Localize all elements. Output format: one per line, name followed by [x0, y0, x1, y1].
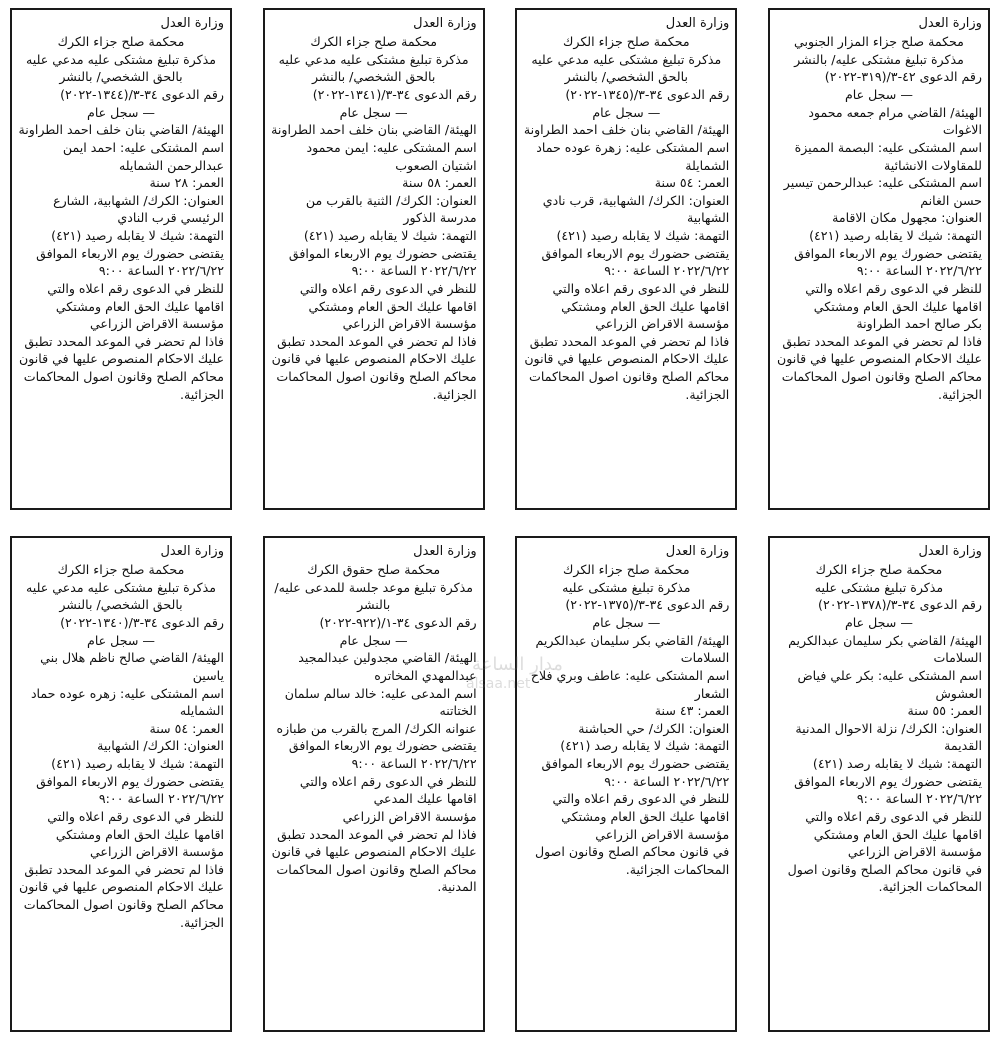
complainant: مؤسسة الاقراض الزراعي [89, 844, 224, 860]
ministry-name: وزارة العدل [160, 16, 224, 31]
court-notice [515, 536, 737, 1032]
case-consideration: للنظر في الدعوى رقم اعلاه والتي اقامها عليك الحق العام ومشتكي [805, 808, 982, 842]
case-consideration: للنظر في الدعوى رقم اعلاه والتي اقامها عليك الحق العام ومشتكي [552, 791, 730, 824]
registry-type: — سجل عام [592, 615, 661, 631]
legal-warning: فاذا لم تحضر في الموعد المحدد تطبق عليك الاحكام المنصوص عليها في قانون محاكم الصلح وقانون اصول المحاكمات الجزائية. [271, 333, 477, 402]
charge: التهمة: شيك لا يقابله رصيد (٤٢١) [51, 228, 224, 244]
defendant-name: اسم المشتكى عليه: عاطف وبري فلاح الشعار [530, 667, 730, 701]
complainant: مؤسسة الاقراض الزراعي [595, 826, 730, 842]
defendant-address: العنوان: الكرك/ الشهابية، قرب نادي الشهابية [542, 192, 730, 226]
judge-panel: الهيئة/ القاضي بكر سليمان عبدالكريم السلامات [535, 632, 730, 666]
ministry-name: وزارة العدل [160, 544, 224, 559]
court-notice [768, 8, 990, 510]
ministry-name: وزارة العدل [918, 16, 982, 31]
defendant-age: العمر: ٥٤ سنة [149, 720, 224, 736]
summons-date: يقتضى حضورك يوم الاربعاء الموافق ٢٠٢٢/٦/٢٢ الساعة ٩:٠٠ [541, 245, 730, 279]
defendant-name: اسم المشتكى عليه: البصمة المميزة للمقاولات الانشائية [794, 139, 982, 173]
summons-date: يقتضى حضورك يوم الاربعاء الموافق ٢٠٢٢/٦/٢٢ الساعة ٩:٠٠ [794, 773, 982, 807]
defendant-name: اسم المدعى عليه: خالد سالم سلمان الختاتنه [284, 685, 477, 719]
charge: التهمة: شيك لا يقابله رصد (٤٢١) [812, 756, 982, 772]
ministry-name: وزارة العدل [918, 544, 982, 559]
complainant: مؤسسة الاقراض الزراعي [342, 808, 477, 824]
case-number: رقم الدعوى ٣٤-٣/(١٣٧٥-٢٠٢٢) [565, 597, 730, 613]
ministry-name: وزارة العدل [665, 16, 730, 31]
court-name: محكمة صلح جزاء الكرك [562, 562, 690, 578]
defendant-age: العمر: ٢٨ سنة [149, 175, 224, 191]
defendant-address: العنوان: مجهول مكان الاقامة [832, 210, 982, 226]
court-name: محكمة صلح جزاء المزار الجنوبي [793, 34, 964, 50]
defendant-address: العنوان: الكرك/ الشهابية [97, 738, 224, 754]
legal-warning: فاذا لم تحضر في الموعد المحدد تطبق عليك الاحكام المنصوص عليها في قانون محاكم الصلح وقانون اصول المحاكمات الجزائية. [524, 333, 730, 402]
judge-panel: الهيئة/ القاضي بنان خلف احمد الطراونة [523, 122, 730, 138]
second-defendant-name: اسم المشتكى عليه: عبدالرحمن تيسير حسن الغانم [783, 175, 982, 208]
case-consideration: للنظر في الدعوى رقم اعلاه والتي اقامها عليك الحق العام ومشتكي [805, 280, 982, 314]
defendant-address: العنوان: الكرك/ حي الحباشنة [578, 720, 730, 736]
document-type: مذكرة تبليغ مشتكى عليه مدعي عليه بالحق الشخصي/ بالنشر [278, 51, 469, 85]
defendant-name: اسم المشتكى عليه: زهره عوده حماد الشمايله [30, 685, 224, 719]
summons-date: يقتضى حضورك يوم الاربعاء الموافق ٢٠٢٢/٦/٢٢ الساعة ٩:٠٠ [36, 773, 224, 807]
case-number: رقم الدعوى ٤٢-٣/(٣١٩-٢٠٢٢) [824, 69, 982, 85]
judge-panel: الهيئة/ القاضي بنان خلف احمد الطراونة [271, 122, 477, 138]
notices-grid [10, 8, 990, 1032]
document-type: مذكرة تبليغ مشتكى عليه/ بالنشر [794, 51, 964, 67]
defendant-age: العمر: ٥٤ سنة [654, 175, 730, 191]
legal-warning: فاذا لم تحضر في الموعد المحدد تطبق عليك الاحكام المنصوص عليها في قانون محاكم الصلح وقانون اصول المحاكمات الجزائية. [776, 333, 982, 402]
watermark-url: alsaa.net [466, 676, 531, 692]
legal-warning: في قانون محاكم الصلح وقانون اصول المحاكمات الجزائية. [534, 844, 730, 877]
defendant-name: اسم المشتكى عليه: زهرة عوده حماد الشمايلة [536, 139, 730, 173]
legal-warning: فاذا لم تحضر في الموعد المحدد تطبق عليك الاحكام المنصوص عليها في قانون محاكم الصلح وقانون اصول المحاكمات المدنية. [271, 826, 477, 895]
case-number: رقم الدعوى ٣٤-٣/(١٣٧٨-٢٠٢٢) [818, 597, 982, 613]
court-name: محكمة صلح جزاء الكرك [310, 34, 437, 50]
case-number: رقم الدعوى ٣٤-٣/(١٣٤١-٢٠٢٢) [312, 87, 477, 103]
charge: التهمة: شيك لا يقابله رصيد (٤٢١) [809, 228, 982, 244]
court-notice [10, 8, 232, 510]
case-number: رقم الدعوى ٣٤-١/(٩٢٢-٢٠٢٢) [319, 615, 477, 631]
court-notice [10, 536, 232, 1032]
defendant-name: اسم المشتكى عليه: احمد ايمن عبدالرحمن الشمايله [62, 139, 224, 173]
defendant-address: العنوان: الكرك/ الثنية بالقرب من مدرسة الذكور [305, 192, 477, 226]
registry-type: — سجل عام [339, 104, 408, 120]
charge: التهمة: شيك لا يقابله رصيد (٤٢١) [51, 756, 224, 772]
complainant: مؤسسة الاقراض الزراعي [847, 844, 982, 860]
ministry-name: وزارة العدل [665, 544, 730, 559]
judge-panel: الهيئة/ القاضي بكر سليمان عبدالكريم السلامات [788, 632, 982, 666]
document-type: مذكرة تبليغ مشتكى عليه [814, 579, 944, 595]
summons-date: يقتضى حضورك يوم الاربعاء الموافق ٢٠٢٢/٦/٢٢ الساعة ٩:٠٠ [794, 245, 982, 279]
notices-row-bottom [10, 536, 990, 1032]
defendant-age: العمر: ٥٨ سنة [402, 175, 477, 191]
court-notice [263, 8, 485, 510]
registry-type: — سجل عام [592, 104, 661, 120]
document-type: مذكرة تبليغ مشتكى عليه [562, 579, 691, 595]
legal-warning: في قانون محاكم الصلح وقانون اصول المحاكمات الجزائية. [787, 861, 982, 895]
document-type: مذكرة تبليغ مشتكى عليه مدعي عليه بالحق الشخصي/ بالنشر [26, 51, 216, 85]
defendant-age: العمر: ٥٥ سنة [907, 703, 982, 719]
registry-type: — سجل عام [844, 615, 913, 631]
complainant: مؤسسة الاقراض الزراعي [89, 316, 224, 332]
court-name: محكمة صلح جزاء الكرك [815, 562, 943, 578]
summons-date: يقتضى حضورك يوم الاربعاء الموافق ٢٠٢٢/٦/٢٢ الساعة ٩:٠٠ [541, 756, 730, 789]
judge-panel: الهيئة/ القاضي مجدولين عبدالمجيد عبدالمهدي المخاتره [298, 650, 477, 683]
complainant: بكر صالح احمد الطراونة [856, 316, 982, 332]
case-consideration: للنظر في الدعوى رقم اعلاه والتي اقامها عليك الحق العام ومشتكي [47, 808, 224, 842]
case-consideration: للنظر في الدعوى رقم اعلاه والتي اقامها عليك المدعي [299, 773, 477, 807]
summons-date: يقتضى حضورك يوم الاربعاء الموافق ٢٠٢٢/٦/٢٢ الساعة ٩:٠٠ [288, 245, 477, 279]
defendant-name: اسم المشتكى عليه: ايمن محمود اشتيان الصعوب [306, 139, 477, 173]
court-notice [515, 8, 737, 510]
defendant-name: اسم المشتكى عليه: بكر علي فياض العشوش [797, 667, 982, 701]
document-type: مذكرة تبليغ موعد جلسة للمدعى عليه/ بالنشر [274, 579, 473, 613]
judge-panel: الهيئة/ القاضي مرام جمعه محمود الاغوات [808, 104, 982, 138]
court-name: محكمة صلح جزاء الكرك [57, 34, 185, 50]
case-number: رقم الدعوى ٣٤-٣/(١٣٤٠-٢٠٢٢) [60, 615, 224, 631]
ministry-name: وزارة العدل [413, 16, 477, 31]
judge-panel: الهيئة/ القاضي صالح ناظم هلال بني ياسين [40, 650, 224, 683]
court-name: محكمة صلح حقوق الكرك [307, 562, 441, 578]
defendant-address: العنوان: الكرك/ نزلة الاحوال المدنية القديمة [795, 720, 982, 754]
complainant: مؤسسة الاقراض الزراعي [342, 316, 477, 332]
registry-type: — سجل عام [339, 632, 408, 648]
watermark-text: مدار الساعة [472, 654, 563, 675]
registry-type: — سجل عام [87, 632, 155, 648]
case-number: رقم الدعوى ٣٤-٣/(١٣٤٥-٢٠٢٢) [565, 87, 730, 103]
charge: التهمة: شيك لا يقابله رصيد (٤٢١) [303, 228, 477, 244]
court-notice [768, 536, 990, 1032]
charge: التهمة: شيك لا يقابله رصيد (٤٢١) [556, 228, 730, 244]
ministry-name: وزارة العدل [413, 544, 477, 559]
court-notice [263, 536, 485, 1032]
court-name: محكمة صلح جزاء الكرك [57, 562, 185, 578]
case-consideration: للنظر في الدعوى رقم اعلاه والتي اقامها عليك الحق العام ومشتكي [299, 280, 477, 314]
charge: التهمة: شيك لا يقابله رصد (٤٢١) [560, 738, 730, 754]
court-name: محكمة صلح جزاء الكرك [562, 34, 690, 50]
registry-type: — سجل عام [844, 87, 913, 103]
legal-warning: فاذا لم تحضر في الموعد المحدد تطبق عليك الاحكام المنصوص عليها في قانون محاكم الصلح وقانون اصول المحاكمات الجزائية. [19, 861, 224, 930]
document-type: مذكرة تبليغ مشتكى عليه مدعي عليه بالحق الشخصي/ بالنشر [26, 579, 216, 613]
summons-date: يقتضى حضورك يوم الاربعاء الموافق ٢٠٢٢/٦/٢٢ الساعة ٩:٠٠ [288, 738, 477, 772]
defendant-age: العمر: ٤٣ سنة [654, 703, 730, 719]
legal-warning: فاذا لم تحضر في الموعد المحدد تطبق عليك الاحكام المنصوص عليها في قانون محاكم الصلح وقانون اصول المحاكمات الجزائية. [19, 333, 224, 402]
defendant-address: عنوانه الكرك/ المرج بالقرب من طبازه [276, 720, 477, 736]
complainant: مؤسسة الاقراض الزراعي [595, 316, 730, 332]
case-consideration: للنظر في الدعوى رقم اعلاه والتي اقامها عليك الحق العام ومشتكي [47, 280, 224, 314]
defendant-address: العنوان: الكرك/ الشهابية، الشارع الرئيسي قرب النادي [53, 192, 224, 226]
registry-type: — سجل عام [87, 104, 155, 120]
judge-panel: الهيئة/ القاضي بنان خلف احمد الطراونة [18, 122, 224, 138]
notices-row-top [10, 8, 990, 510]
document-type: مذكرة تبليغ مشتكى عليه مدعي عليه بالحق الشخصي/ بالنشر [531, 51, 722, 85]
case-consideration: للنظر في الدعوى رقم اعلاه والتي اقامها عليك الحق العام ومشتكي [552, 280, 730, 314]
case-number: رقم الدعوى ٣٤-٣/(١٣٤٤-٢٠٢٢) [60, 87, 224, 103]
summons-date: يقتضى حضورك يوم الاربعاء الموافق ٢٠٢٢/٦/٢٢ الساعة ٩:٠٠ [36, 245, 224, 279]
